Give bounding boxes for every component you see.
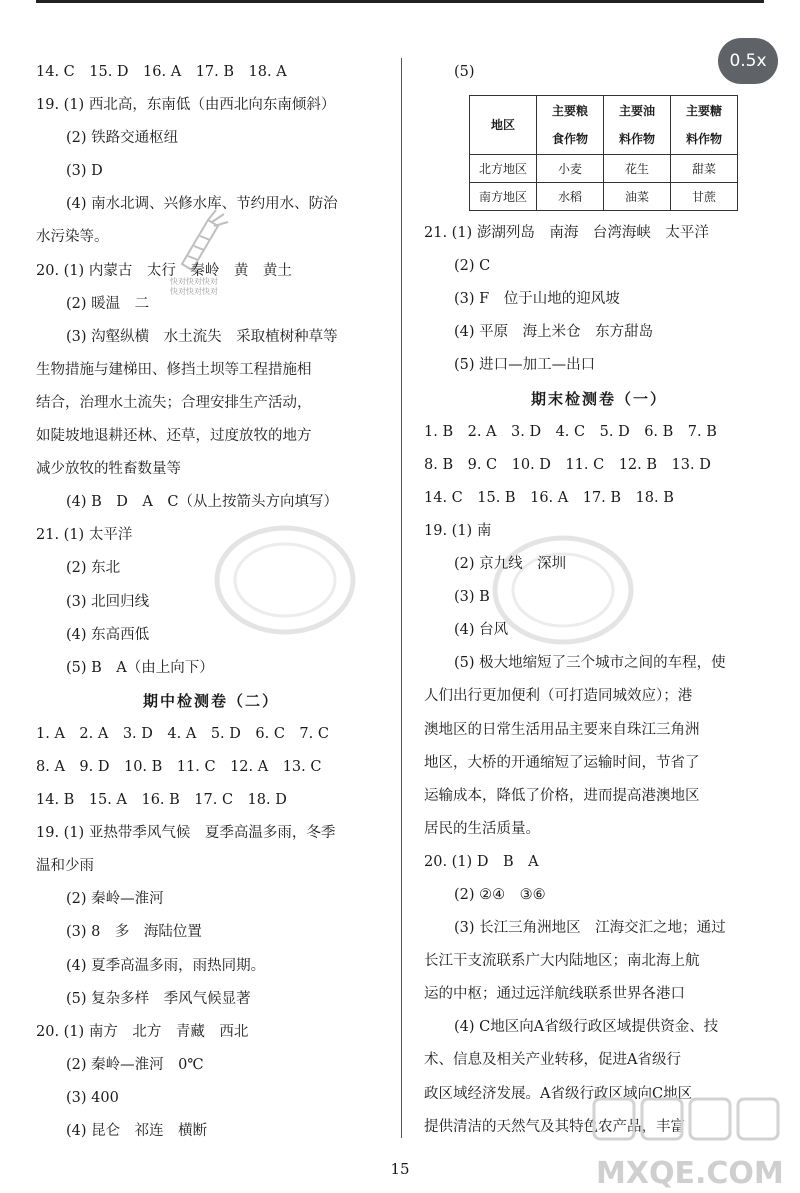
answer-line: (4) 东高西低 (66, 626, 150, 643)
answer-line: 减少放牧的牲畜数量等 (36, 461, 181, 478)
answer-line: (4) 昆仑 祁连 横断 (66, 1123, 208, 1139)
answer-line: 19. (1) 亚热带季风气候 夏季高温多雨，冬季 (36, 825, 336, 842)
answer-line: (3) 北回归线 (66, 593, 150, 610)
playback-speed-badge[interactable]: 0.5x (718, 38, 778, 84)
section-heading: 期中检测卷（二） (142, 691, 279, 710)
answer-line: (3) B (454, 589, 490, 606)
answer-line: (4) 平原 海上米仓 东方甜岛 (454, 324, 654, 341)
top-rule (36, 0, 764, 3)
table-header-row (470, 96, 738, 155)
answer-line: 20. (1) 内蒙古 太行 秦岭 黄 黄土 (36, 262, 292, 279)
answer-line: (5) 复杂多样 季风气候显著 (66, 990, 251, 1007)
answer-line: (3) D (66, 163, 103, 180)
table-header-cell: 地区 (470, 96, 537, 155)
answer-line: 政区域经济发展。A省级行政区域向C地区 (424, 1085, 693, 1102)
answer-line: 运的中枢；通过远洋航线联系世界各港口 (424, 986, 685, 1003)
watermark-text: MXQE.COM (596, 1156, 784, 1191)
answer-line: (2) 秦岭—淮河 (66, 891, 164, 908)
answer-line: 地区，大桥的开通缩短了运输时间，节省了 (424, 754, 700, 771)
answer-line: (3) 长江三角洲地区 江海交汇之地；通过 (454, 920, 726, 937)
crop-table (469, 95, 738, 211)
table-header-cell: 主要糖 料作物 (671, 96, 738, 155)
table-row (470, 155, 738, 183)
answer-line: 人们出行更加便利（可打造同城效应）；港 (424, 688, 693, 705)
answer-line: 运输成本，降低了价格，进而提高港澳地区 (424, 787, 700, 804)
answer-line: 澳地区的日常生活用品主要来自珠江三角洲 (424, 721, 700, 738)
answer-line: 21. (1) 太平洋 (36, 527, 133, 544)
table-cell: 花生 (604, 155, 671, 183)
answer-line: 8. B 9. C 10. D 11. C 12. B 13. D (424, 456, 711, 473)
answer-line: (3) 沟壑纵横 水土流失 采取植树种草等 (66, 328, 338, 345)
section-heading: 期末检测卷（一） (530, 389, 667, 408)
left-column (36, 56, 386, 1148)
answer-line: 20. (1) 南方 北方 青藏 西北 (36, 1023, 249, 1040)
answer-line: 1. B 2. A 3. D 4. C 5. D 6. B 7. B (424, 423, 717, 440)
answer-line: 水污染等。 (36, 229, 109, 246)
answer-line: 提供清洁的天然气及其特色农产品，丰富 (424, 1118, 685, 1135)
table-header-cell: 主要粮 食作物 (537, 96, 604, 155)
answer-line: 1. A 2. A 3. D 4. A 5. D 6. C 7. C (36, 725, 329, 742)
answer-line: 如陡坡地退耕还林、还草，过度放牧的地方 (36, 428, 312, 445)
answer-line: 生物措施与建梯田、修挡土坝等工程措施相 (36, 361, 312, 378)
right-column (424, 56, 774, 1144)
answer-line: (2) 暖温 二 (66, 295, 150, 312)
answer-line: 20. (1) D B A (424, 853, 539, 870)
answer-line: 14. C 15. D 16. A 17. B 18. A (36, 64, 287, 80)
column-divider (401, 58, 402, 1138)
site-watermark (590, 1095, 800, 1193)
table-cell: 南方地区 (470, 183, 537, 211)
answer-line: (2) C (454, 258, 491, 275)
answer-line: (4) 台风 (454, 622, 509, 639)
answer-line: 8. A 9. D 10. B 11. C 12. A 13. C (36, 758, 322, 775)
answer-line: 19. (1) 南 (424, 522, 492, 539)
answer-line: 术、信息及相关产业转移，促进A省级行 (424, 1052, 681, 1069)
answer-line: (4) C地区向A省级行政区域提供资金、技 (454, 1019, 719, 1036)
table-cell: 水稻 (537, 183, 604, 211)
answer-line: (2) 秦岭—淮河 0℃ (66, 1056, 204, 1073)
table-row (470, 183, 738, 211)
answer-line: (2) 铁路交通枢纽 (66, 130, 179, 147)
answer-line: (4) 夏季高温多雨，雨热同期。 (66, 957, 266, 974)
answer-line: 长江干支流联系广大内陆地区；南北海上航 (424, 953, 700, 970)
answer-line: (3) 8 多 海陆位置 (66, 924, 202, 941)
answer-line: (5) 进口—加工—出口 (454, 357, 596, 374)
table-cell: 甘蔗 (671, 183, 738, 211)
stamp-caption-line-1: 快对快对快对 (170, 277, 218, 286)
answer-line: (2) 京九线 深圳 (454, 556, 567, 573)
answer-line: (4) B D A C（从上按箭头方向填写） (66, 494, 338, 511)
answer-line: 21. (1) 澎湖列岛 南海 台湾海峡 太平洋 (424, 225, 709, 242)
page-number: 15 (390, 1160, 410, 1178)
table-cell: 油菜 (604, 183, 671, 211)
answer-line: 结合，治理水土流失；合理安排生产活动， (36, 394, 312, 411)
answer-line: (5) (454, 64, 475, 80)
answer-line: (4) 南水北调、兴修水库、节约用水、防治 (66, 196, 338, 213)
stamp-caption-line-2: 快对快对快对 (170, 287, 218, 296)
answer-line: (5) B A（由上向下） (66, 659, 214, 676)
table-cell: 甜菜 (671, 155, 738, 183)
answer-line: 14. C 15. B 16. A 17. B 18. B (424, 489, 674, 506)
answer-line: (5) 极大地缩短了三个城市之间的车程，使 (454, 655, 726, 672)
answer-line: (3) F 位于山地的迎风坡 (454, 291, 620, 308)
answer-line: 14. B 15. A 16. B 17. C 18. D (36, 792, 287, 809)
answer-line: (2) 东北 (66, 560, 121, 577)
answer-line: 19. (1) 西北高，东南低（由西北向东南倾斜） (36, 97, 336, 114)
answer-line: 居民的生活质量。 (424, 820, 540, 837)
answer-line: (3) 400 (66, 1089, 119, 1106)
answer-line: 温和少雨 (36, 858, 94, 875)
table-cell: 小麦 (537, 155, 604, 183)
table-cell: 北方地区 (470, 155, 537, 183)
table-header-cell: 主要油 料作物 (604, 96, 671, 155)
answer-line: (2) ②④ ③⑥ (454, 886, 546, 903)
